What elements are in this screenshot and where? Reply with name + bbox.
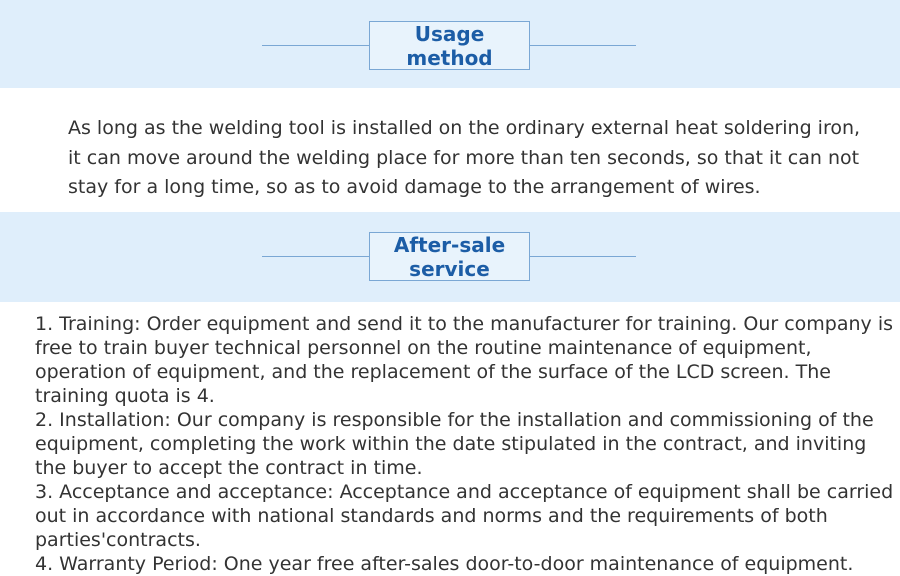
usage-section-title: Usage method bbox=[369, 21, 530, 70]
after-sale-item-acceptance: 3. Acceptance and acceptance: Acceptance and acceptance of equipment shall be carried out in accordance with national standards and norms and the requirements of both parties'contracts. bbox=[35, 481, 894, 551]
usage-header-rule-right bbox=[530, 45, 636, 46]
usage-header-rule-left bbox=[262, 45, 369, 46]
after-sale-item-warranty: 4. Warranty Period: One year free after-sales door-to-door maintenance of equipment. bbox=[35, 553, 854, 575]
after-sale-list bbox=[35, 312, 897, 576]
after-sale-item-training: 1. Training: Order equipment and send it to the manufacturer for training. Our company is free to train buyer technical personnel on the routine maintenance of equipment, operation of equipment, and the replacement of the surface of the LCD screen. The training quota is 4. bbox=[35, 313, 894, 407]
after-sale-item-installation: 2. Installation: Our company is responsible for the installation and commissioning of the equipment, completing the work within the date stipulated in the contract, and inviting the buyer to accept the contract in time. bbox=[35, 409, 874, 479]
usage-description: As long as the welding tool is installed on the ordinary external heat soldering iron, it can move around the welding place for more than ten seconds, so that it can not stay for a long time, so as to avoid damage to the arrangement of wires. bbox=[68, 117, 861, 198]
after-sale-section-title: After-sale service bbox=[369, 232, 530, 281]
after-sale-header-rule-left bbox=[262, 256, 369, 257]
after-sale-header-rule-right bbox=[530, 256, 636, 257]
